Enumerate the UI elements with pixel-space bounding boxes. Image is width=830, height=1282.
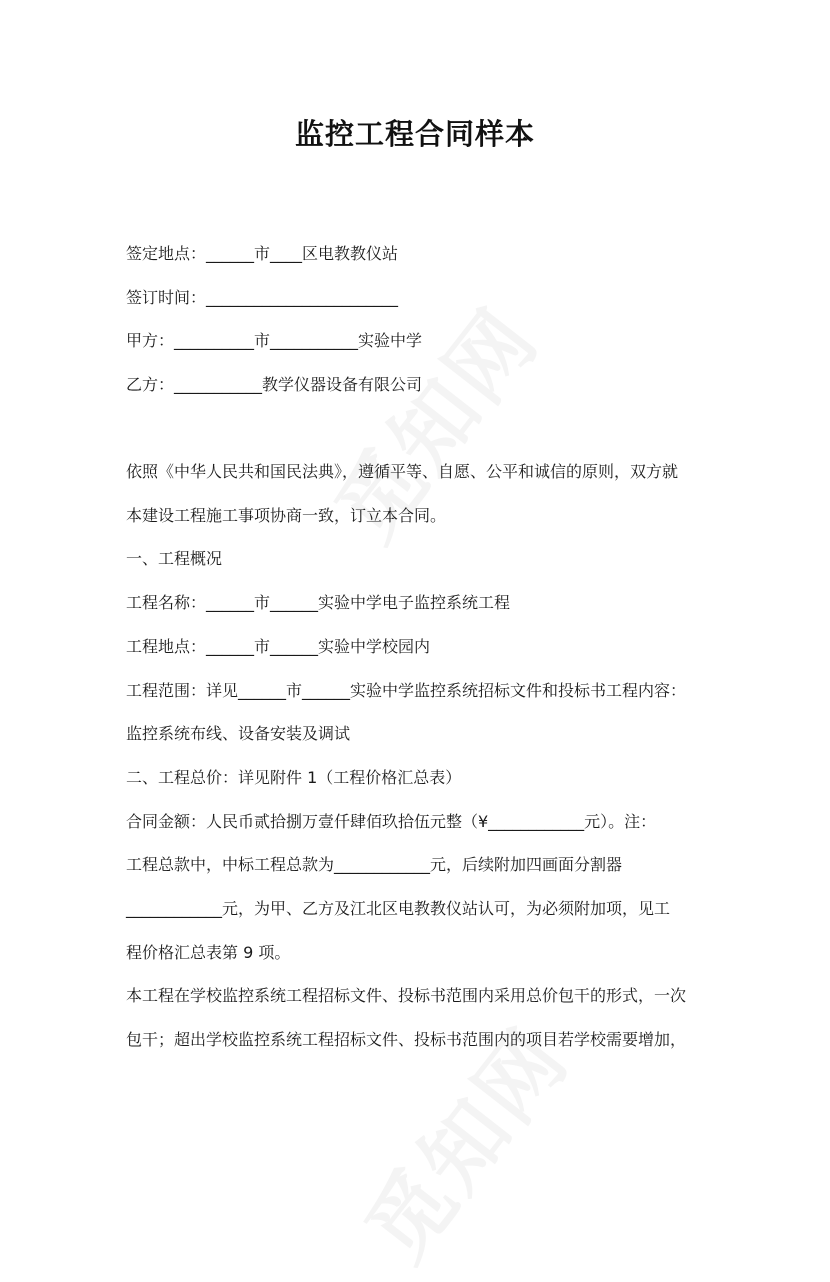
section-heading: 一、工程概况 [126,549,223,568]
party-a: 甲方：__________市___________实验中学 [126,331,423,350]
project-location: 工程地点：______市______实验中学校园内 [126,637,431,656]
paragraph-line: 监控系统布线、设备安装及调试 [126,724,351,743]
paragraph-line: 工程总款中，中标工程总款为____________元，后续附加四画面分割器 [126,855,623,874]
project-name: 工程名称：______市______实验中学电子监控系统工程 [126,593,511,612]
paragraph-line: 程价格汇总表第 9 项。 [126,943,291,962]
signing-date: 签订时间：________________________ [126,288,399,307]
section-heading: 二、工程总价：详见附件 1（工程价格汇总表） [126,768,462,787]
paragraph-line: 本建设工程施工事项协商一致，订立本合同。 [126,506,447,525]
signing-place: 签定地点：______市____区电教教仪站 [126,244,399,263]
paragraph-line: 本工程在学校监控系统工程招标文件、投标书范围内采用总价包干的形式，一次 [126,986,687,1005]
project-scope: 工程范围：详见______市______实验中学监控系统招标文件和投标书工程内容： [126,681,687,700]
contract-amount: 合同金额：人民币贰拾捌万壹仟肆佰玖拾伍元整（¥____________元）。注： [126,812,657,831]
document-title: 监控工程合同样本 [294,117,535,151]
party-b: 乙方：___________教学仪器设备有限公司 [126,375,423,394]
paragraph-line: 包干；超出学校监控系统工程招标文件、投标书范围内的项目若学校需要增加， [126,1030,687,1049]
paragraph-line: 依照《中华人民共和国民法典》，遵循平等、自愿、公平和诚信的原则，双方就 [126,462,679,481]
paragraph-line: ____________元，为甲、乙方及江北区电教教仪站认可，为必须附加项，见工 [126,899,671,918]
